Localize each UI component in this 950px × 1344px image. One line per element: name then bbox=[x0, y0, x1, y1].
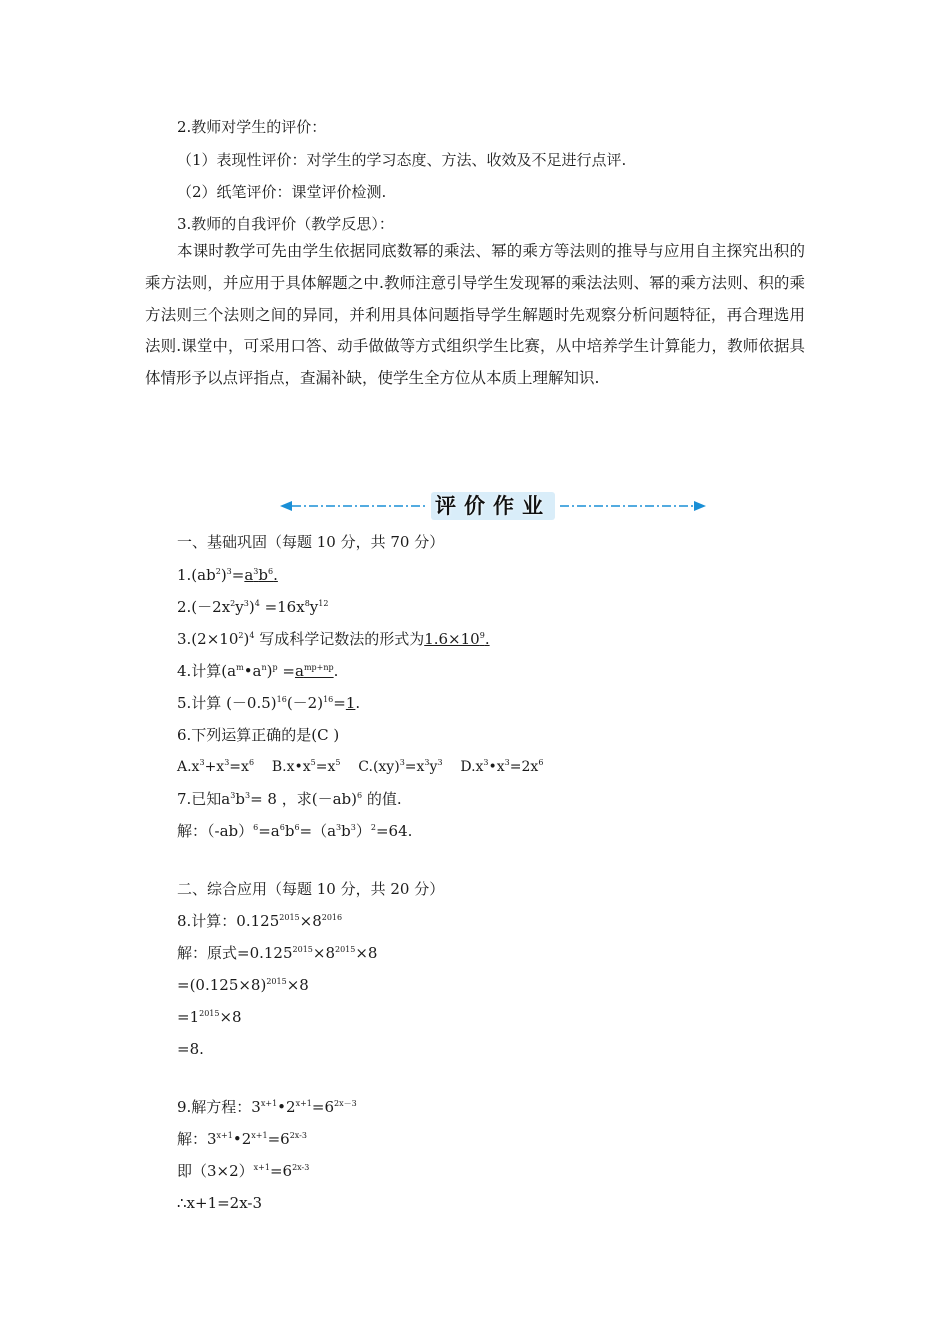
answer-4: $a^{mp+np}$ bbox=[294, 662, 334, 680]
question-8-step-3: $=1^{2015}\times 8$ bbox=[177, 1008, 242, 1026]
question-5: 5.计算 $(-0.5)^{16}(-2)^{16}=1$. bbox=[177, 694, 361, 712]
question-1: $1.(ab^2)^3=a^3b^6$. bbox=[177, 566, 278, 584]
section2-heading: 二、综合应用（每题 10 分，共 20 分） bbox=[177, 880, 445, 898]
question-6-options bbox=[177, 757, 543, 777]
question-9: 9.解方程：$3^{x+1}•2^{x+1}=6^{2x-3}$ bbox=[177, 1098, 357, 1116]
question-8-step-1: 解：原式$=0.125^{2015}\times 8^{2015}\times 8$ bbox=[177, 944, 378, 962]
question-8: 8.计算：$0.125^{2015}\times 8^{2016}$ bbox=[177, 912, 343, 930]
answer-5: 1 bbox=[345, 694, 356, 712]
option-c: $C.(xy)^3=x^3y^3$ bbox=[358, 758, 443, 775]
answer-3: $1.6\times 10^9$. bbox=[424, 630, 490, 648]
question-2: $2.(-2x^2y^3)^4 =16x^8y^{12}$ bbox=[177, 598, 329, 616]
option-d: $D.x^3•x^3=2x^6$ bbox=[460, 758, 544, 775]
question-9-step-1: 解：$3^{x+1}•2^{x+1}=6^{2x-3}$ bbox=[177, 1130, 307, 1148]
option-a: $A.x^3+x^3=x^6$ bbox=[177, 758, 255, 775]
section1-heading: 一、基础巩固（每题 10 分，共 70 分） bbox=[177, 533, 445, 551]
option-b: $B.x•x^5=x^5$ bbox=[271, 758, 341, 775]
question-8-step-4: =8. bbox=[177, 1040, 204, 1058]
teacher-eval-heading: 2.教师对学生的评价： bbox=[177, 118, 327, 136]
question-7: 7.已知$a^3b^3= 8$ ，求$(-ab)^6$ 的值. bbox=[177, 790, 402, 808]
question-9-step-2: 即$(3\times 2)^{x+1}=6^{2x-3}$ bbox=[177, 1162, 310, 1180]
question-9-step-3: ∴x+1=2x-3 bbox=[177, 1194, 263, 1212]
question-4: 4.计算$(a^m•a^n)^p =a^{mp+np}$. bbox=[177, 662, 339, 680]
question-3: $3.(2\times 10^2)^4$ 写成科学记数法的形式为$1.6\times 10^9$. bbox=[177, 630, 490, 648]
teacher-eval-item-1: （1）表现性评价：对学生的学习态度、方法、收效及不足进行点评. bbox=[177, 151, 627, 169]
question-8-step-2: $=(0.125\times 8)^{2015}\times 8$ bbox=[177, 976, 309, 994]
question-6: 6.下列运算正确的是(C ) bbox=[177, 726, 340, 744]
answer-1: $a^3b^6$. bbox=[244, 566, 278, 584]
reflection-paragraph: 本课时教学可先由学生依据同底数幂的乘法、幂的乘方等法则的推导与应用自主探究出积的乘方法则，并应用于具体解题之中.教师注意引导学生发现幂的乘法法则、幂的乘方法则、积的乘方法则三个法则之间的异同，并利用具体问题指导学生解题时先观察分析问题特征，再合理选用法则.课堂中，可采用口答、动手做做等方式组织学生比赛，从中培养学生计算能力，教师依据具体情形予以点评指点，查漏补缺，使学生全方位从本质上理解知识. bbox=[145, 242, 805, 388]
self-eval-heading: 3.教师的自我评价（教学反思）： bbox=[177, 215, 394, 233]
homework-banner bbox=[280, 488, 706, 524]
teacher-eval-item-2: （2）纸笔评价：课堂评价检测. bbox=[177, 183, 387, 201]
banner-title: 评价作业 bbox=[435, 494, 551, 518]
question-7-solution: 解：$(-ab)^6=a^6b^6=(a^3b^3)^2=64$. bbox=[177, 822, 413, 840]
